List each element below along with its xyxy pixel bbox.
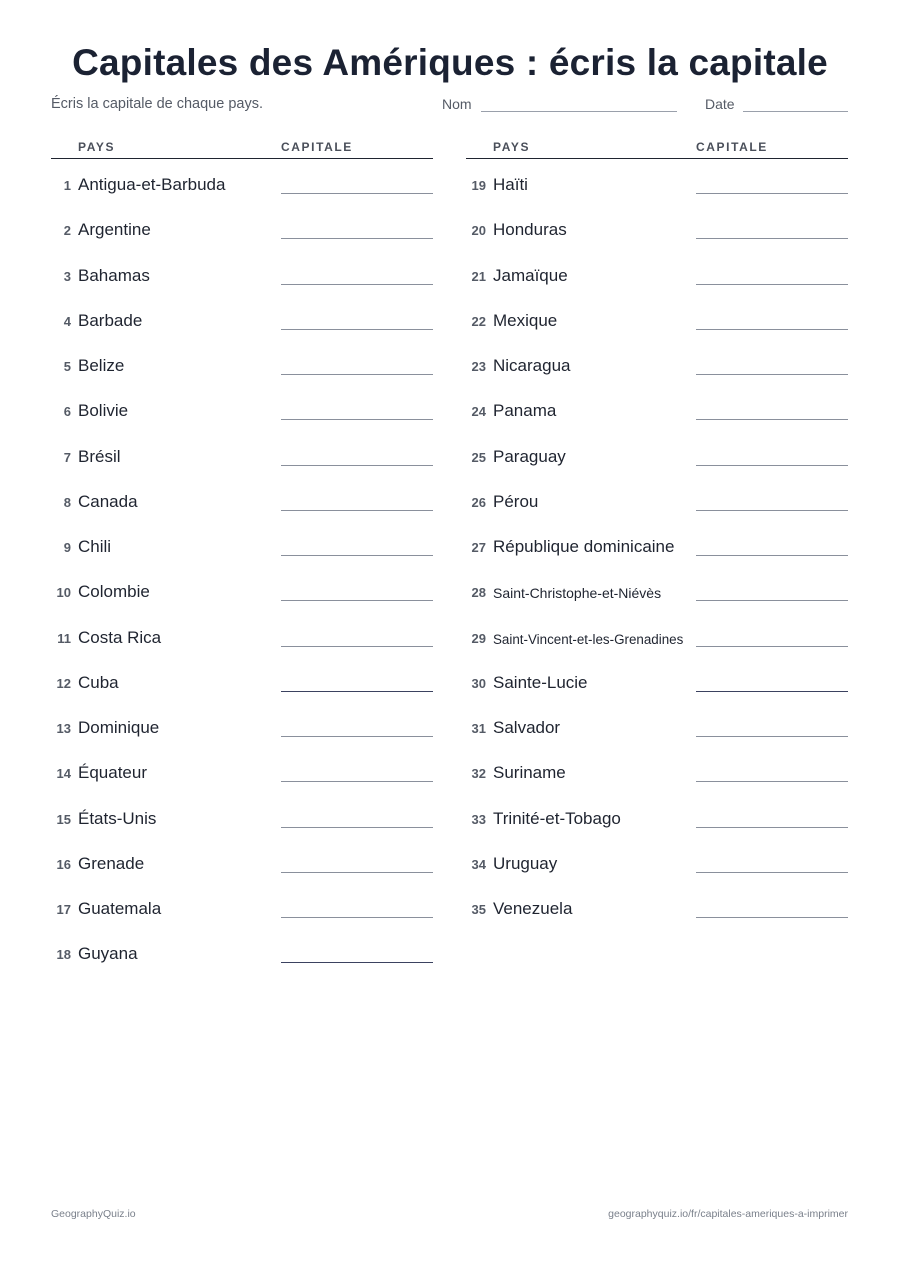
capital-header: CAPITALE (281, 140, 353, 154)
country-name: Grenade (78, 853, 145, 873)
row-number: 23 (471, 359, 486, 374)
country-name: Belize (78, 356, 125, 375)
date-field-line[interactable] (743, 111, 848, 112)
country-header: PAYS (493, 140, 531, 154)
quiz-row (51, 385, 433, 430)
row-number: 13 (56, 721, 71, 736)
quiz-row (466, 431, 848, 476)
capital-answer-line[interactable] (281, 329, 433, 330)
quiz-row (51, 928, 433, 973)
country-name: Venezuela (493, 899, 573, 918)
quiz-row (51, 793, 433, 838)
row-number: 34 (471, 856, 486, 872)
row-number: 4 (63, 313, 71, 329)
row-number: 20 (471, 223, 486, 239)
quiz-row (51, 883, 433, 928)
row-number: 7 (63, 449, 71, 465)
capital-answer-line[interactable] (281, 962, 433, 963)
capital-answer-line[interactable] (281, 374, 433, 375)
row-number: 9 (63, 540, 71, 555)
country-name: Jamaïque (493, 265, 568, 285)
page-title: Capitales des Amériques : écris la capitale (72, 42, 828, 83)
capital-answer-line[interactable] (696, 600, 848, 601)
capital-answer-line[interactable] (281, 465, 433, 466)
capital-answer-line[interactable] (281, 736, 433, 737)
country-name: Équateur (78, 763, 147, 783)
row-number: 5 (63, 359, 71, 374)
row-number: 18 (56, 947, 71, 963)
country-name: Paraguay (493, 446, 566, 466)
capital-answer-line[interactable] (696, 691, 848, 692)
quiz-row (466, 838, 848, 883)
row-number: 16 (56, 856, 71, 872)
capital-answer-line[interactable] (696, 374, 848, 375)
row-number: 35 (471, 902, 486, 917)
left-column (51, 138, 433, 974)
right-column-header (466, 138, 848, 159)
country-name: Mexique (493, 310, 558, 330)
country-name: Sainte-Lucie (493, 672, 588, 692)
quiz-row (466, 793, 848, 838)
country-name: Guatemala (78, 899, 162, 918)
capital-answer-line[interactable] (281, 691, 433, 692)
footer-brand: GeographyQuiz.io (51, 1208, 136, 1220)
country-name: Cuba (78, 672, 119, 692)
capital-answer-line[interactable] (696, 736, 848, 737)
quiz-row (51, 747, 433, 792)
capital-answer-line[interactable] (281, 646, 433, 647)
capital-answer-line[interactable] (281, 555, 433, 556)
quiz-row (51, 657, 433, 702)
name-field-line[interactable] (481, 111, 677, 112)
quiz-row (51, 566, 433, 611)
country-name: Panama (493, 401, 557, 421)
row-number: 21 (471, 268, 486, 284)
country-name: Costa Rica (78, 627, 162, 647)
country-name: Dominique (78, 718, 160, 737)
row-number: 31 (471, 721, 486, 736)
capital-answer-line[interactable] (281, 193, 433, 194)
left-column-header (51, 138, 433, 159)
right-column (466, 138, 848, 928)
country-name: Honduras (493, 220, 567, 240)
country-name: Salvador (493, 718, 561, 737)
row-number: 26 (471, 494, 486, 510)
capital-answer-line[interactable] (696, 465, 848, 466)
quiz-row (466, 340, 848, 385)
row-number: 24 (471, 404, 486, 420)
country-name: République dominicaine (493, 537, 675, 556)
quiz-row (466, 476, 848, 521)
country-name: Pérou (493, 491, 539, 511)
quiz-row (466, 657, 848, 702)
country-name: Guyana (78, 944, 138, 964)
capital-answer-line[interactable] (281, 238, 433, 239)
row-number: 17 (56, 902, 71, 917)
capital-answer-line[interactable] (281, 872, 433, 873)
country-name: Nicaragua (493, 356, 571, 375)
country-name: Bolivie (78, 401, 129, 421)
quiz-row (466, 159, 848, 204)
capital-answer-line[interactable] (696, 510, 848, 511)
row-number: 1 (63, 178, 71, 193)
capital-answer-line[interactable] (696, 917, 848, 918)
capital-answer-line[interactable] (696, 238, 848, 239)
footer-url: geographyquiz.io/fr/capitales-ameriques-a-imprimer (608, 1208, 848, 1220)
country-name: Uruguay (493, 853, 558, 873)
date-label: Date (705, 96, 735, 112)
country-name: Trinité-et-Tobago (493, 808, 621, 828)
quiz-row (51, 159, 433, 204)
quiz-row (466, 747, 848, 792)
capital-answer-line[interactable] (281, 419, 433, 420)
capital-answer-line[interactable] (696, 827, 848, 828)
quiz-row (466, 521, 848, 566)
row-number: 25 (471, 449, 486, 465)
row-number: 14 (56, 766, 71, 782)
quiz-row (51, 702, 433, 747)
row-number: 22 (471, 313, 486, 329)
country-name: Canada (78, 491, 138, 511)
row-number: 27 (471, 540, 486, 555)
quiz-row (466, 250, 848, 295)
country-name: Suriname (493, 763, 566, 783)
row-number: 10 (56, 585, 71, 601)
country-name: Saint-Vincent-et-les-Grenadines (493, 631, 684, 647)
capital-answer-line[interactable] (696, 781, 848, 782)
capital-header: CAPITALE (696, 140, 768, 154)
left-rows (51, 159, 433, 974)
capital-answer-line[interactable] (696, 284, 848, 285)
row-number: 19 (471, 178, 486, 193)
capital-answer-line[interactable] (696, 872, 848, 873)
quiz-row (466, 385, 848, 430)
quiz-row (466, 295, 848, 340)
row-number: 8 (63, 494, 71, 510)
row-number: 11 (57, 630, 71, 646)
quiz-row (51, 204, 433, 249)
quiz-row (51, 340, 433, 385)
country-name: Antigua-et-Barbuda (78, 175, 226, 194)
capital-answer-line[interactable] (696, 329, 848, 330)
capital-answer-line[interactable] (281, 600, 433, 601)
quiz-row (51, 250, 433, 295)
quiz-row (51, 612, 433, 657)
capital-answer-line[interactable] (281, 781, 433, 782)
row-number: 3 (63, 268, 71, 284)
country-name: Barbade (78, 310, 143, 330)
row-number: 12 (56, 675, 71, 691)
country-name: Argentine (78, 220, 151, 240)
country-name: États-Unis (78, 808, 157, 828)
country-name: Colombie (78, 582, 150, 602)
capital-answer-line[interactable] (696, 646, 848, 647)
capital-answer-line[interactable] (696, 555, 848, 556)
name-label: Nom (442, 96, 472, 112)
country-name: Haïti (493, 175, 528, 194)
country-header: PAYS (78, 140, 116, 154)
row-number: 2 (63, 223, 71, 239)
quiz-row (51, 295, 433, 340)
capital-answer-line[interactable] (696, 193, 848, 194)
country-name: Chili (78, 537, 112, 556)
country-name: Bahamas (78, 265, 150, 285)
row-number: 15 (56, 811, 71, 827)
capital-answer-line[interactable] (281, 284, 433, 285)
country-name: Brésil (78, 446, 121, 466)
capital-answer-line[interactable] (696, 419, 848, 420)
row-number: 29 (471, 630, 486, 646)
quiz-row (466, 702, 848, 747)
quiz-row (466, 883, 848, 928)
row-number: 32 (471, 766, 486, 782)
row-number: 30 (471, 675, 486, 691)
country-name: Saint-Christophe-et-Niévès (493, 585, 662, 602)
instruction-text: Écris la capitale de chaque pays. (51, 96, 263, 112)
quiz-row (51, 521, 433, 566)
quiz-row (51, 838, 433, 883)
row-number: 28 (471, 585, 486, 601)
row-number: 6 (63, 404, 71, 420)
quiz-row (466, 566, 848, 611)
capital-answer-line[interactable] (281, 827, 433, 828)
capital-answer-line[interactable] (281, 917, 433, 918)
row-number: 33 (471, 811, 486, 827)
right-rows (466, 159, 848, 928)
quiz-row (466, 612, 848, 657)
quiz-row (51, 476, 433, 521)
capital-answer-line[interactable] (281, 510, 433, 511)
quiz-row (51, 431, 433, 476)
quiz-row (466, 204, 848, 249)
